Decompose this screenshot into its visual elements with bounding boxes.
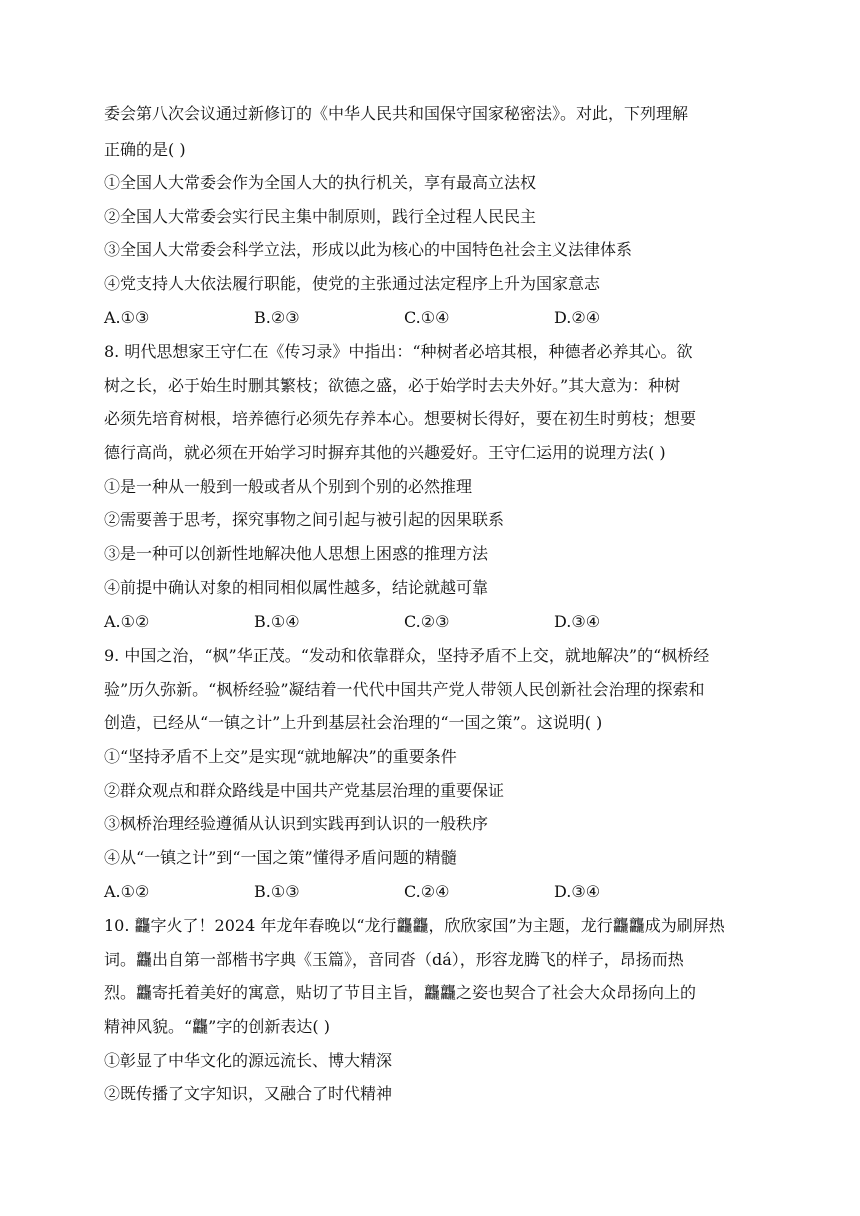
q7-option-a: A.①③ — [104, 308, 150, 327]
q8-option-a: A.①② — [104, 612, 150, 631]
q9-option-d: D.③④ — [554, 882, 601, 901]
q8-option-b: B.①④ — [254, 612, 300, 631]
q10-statement-2: ②既传播了文字知识，又融合了时代精神 — [104, 1084, 393, 1103]
q8-statement-3: ③是一种可以创新性地解决他人思想上困惑的推理方法 — [104, 544, 489, 563]
q7-option-b: B.②③ — [254, 308, 300, 327]
q9-option-a: A.①② — [104, 882, 150, 901]
q7-statement-4: ④党支持人大依法履行职能，使党的主张通过法定程序上升为国家意志 — [104, 274, 601, 293]
q8-stem-line-4: 德行高尚，就必须在开始学习时摒弃其他的兴趣爱好。王守仁运用的说理方法( ) — [104, 443, 666, 462]
q8-statement-2: ②需要善于思考，探究事物之间引起与被引起的因果联系 — [104, 510, 505, 529]
q9-statement-3: ③枫桥治理经验遵循从认识到实践再到认识的一般秩序 — [104, 814, 489, 833]
q8-stem-line-2: 树之长，必于始生时删其繁枝；欲德之盛，必于始学时去夫外好。”其大意为：种树 — [104, 376, 681, 395]
q8-option-d: D.③④ — [554, 612, 601, 631]
q10-stem-line-4: 精神风貌。“龘”字的创新表达( ) — [104, 1017, 330, 1036]
q10-stem-line-1: 10. 龘字火了！2024 年龙年春晚以“龙行龘龘，欣欣家国”为主题，龙行龘龘成为刷屏热 — [104, 916, 725, 935]
q7-statement-1: ①全国人大常委会作为全国人大的执行机关，享有最高立法权 — [104, 173, 537, 192]
q9-option-c: C.②④ — [404, 882, 450, 901]
q9-statement-1: ①“坚持矛盾不上交”是实现“就地解决”的重要条件 — [104, 747, 457, 766]
q9-statement-4: ④从“一镇之计”到“一国之策”懂得矛盾问题的精髓 — [104, 848, 457, 867]
q8-stem-line-3: 必须先培育树根，培养德行必须先存养本心。想要树长得好，要在初生时剪枝；想要 — [104, 409, 697, 428]
q7-statement-3: ③全国人大常委会科学立法，形成以此为核心的中国特色社会主义法律体系 — [104, 240, 633, 259]
q7-option-d: D.②④ — [554, 308, 601, 327]
q10-statement-1: ①彰显了中华文化的源远流长、博大精深 — [104, 1051, 393, 1070]
q10-stem-line-2: 词。龘出自第一部楷书字典《玉篇》，音同沓（dá），形容龙腾飞的样子，昂扬而热 — [104, 950, 684, 969]
q7-statement-2: ②全国人大常委会实行民主集中制原则，践行全过程人民民主 — [104, 207, 537, 226]
q7-option-c: C.①④ — [404, 308, 450, 327]
q8-statement-4: ④前提中确认对象的相同相似属性越多，结论就越可靠 — [104, 578, 489, 597]
q8-statement-1: ①是一种从一般到一般或者从个别到个别的必然推理 — [104, 477, 473, 496]
q8-stem-line-1: 8. 明代思想家王守仁在《传习录》中指出：“种树者必培其根，种德者必养其心。欲 — [104, 342, 693, 361]
q9-stem-line-2: 验”历久弥新。“枫桥经验”凝结着一代代中国共产党人带领人民创新社会治理的探索和 — [104, 680, 705, 699]
q7-stem-line-1: 委会第八次会议通过新修订的《中华人民共和国保守国家秘密法》。对此，下列理解 — [104, 104, 689, 123]
q7-stem-line-2: 正确的是( ) — [104, 140, 186, 159]
q9-stem-line-1: 9. 中国之治，“枫”华正茂。“发动和依靠群众，坚持矛盾不上交，就地解决”的“枫桥经 — [104, 646, 710, 665]
q10-stem-line-3: 烈。龘寄托着美好的寓意，贴切了节目主旨，龘龘之姿也契合了社会大众昂扬向上的 — [104, 983, 697, 1002]
q9-statement-2: ②群众观点和群众路线是中国共产党基层治理的重要保证 — [104, 781, 505, 800]
q8-option-c: C.②③ — [404, 612, 450, 631]
q9-stem-line-3: 创造，已经从“一镇之计”上升到基层社会治理的“一国之策”。这说明( ) — [104, 713, 603, 732]
q9-option-b: B.①③ — [254, 882, 300, 901]
